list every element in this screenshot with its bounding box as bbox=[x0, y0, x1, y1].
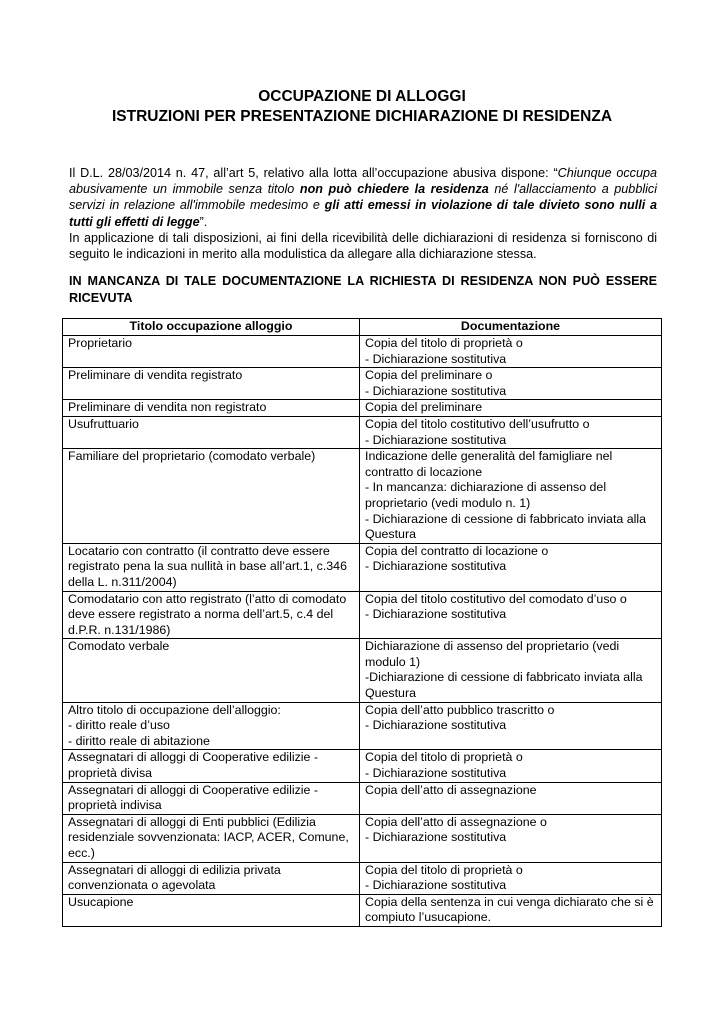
documentation-item: Dichiarazione di assenso del proprietario (vedi modulo 1) bbox=[365, 639, 620, 669]
table-row bbox=[63, 639, 662, 702]
occupation-title: Assegnatari di alloggi di Cooperative edilizie - proprietà indivisa bbox=[68, 782, 319, 813]
documentation-item: - Dichiarazione di cessione di fabbricato inviata alla Questura bbox=[365, 511, 647, 542]
occupation-title: Preliminare di vendita non registrato bbox=[68, 400, 267, 415]
warning-notice: IN MANCANZA DI TALE DOCUMENTAZIONE LA RICHIESTA DI RESIDENZA NON PUÒ ESSERE RICEVUTA bbox=[69, 274, 657, 305]
documentation-cell bbox=[360, 639, 662, 702]
documentation-item: - Dichiarazione sostitutiva bbox=[365, 383, 507, 398]
documentation-item: -Dichiarazione di cessione di fabbricato inviata alla Questura bbox=[365, 670, 643, 701]
documentation-item: Indicazione delle generalità del famigliare nel contratto di locazione bbox=[365, 449, 613, 479]
intro-paragraph-application: In applicazione di tali disposizioni, ai fini della ricevibilità delle dichiarazioni di residenza si forniscono di seguito le indicazioni in merito alla modulistica da allegare alla dichiarazione stessa. bbox=[69, 230, 657, 262]
documentation-cell bbox=[360, 368, 662, 400]
intro-text: ”. bbox=[199, 214, 208, 229]
occupation-title: Usucapione bbox=[68, 894, 134, 909]
documentation-item: - Dichiarazione sostitutiva bbox=[365, 432, 507, 447]
intro-quote-italic: Chiunque occupa abusivamente un immobile senza titolo bbox=[69, 166, 657, 197]
documentation-item: - Dichiarazione sostitutiva bbox=[365, 766, 507, 781]
occupation-title-cell bbox=[63, 639, 360, 702]
documentation-item: Copia del titolo di proprietà o bbox=[365, 862, 523, 877]
intro-quote-bold: gli atti emessi in violazione di tale divieto sono nulli a tutti gli effetti di legge bbox=[69, 198, 657, 229]
occupation-title-cell bbox=[63, 336, 360, 368]
occupation-title-cell bbox=[63, 368, 360, 400]
documentation-cell bbox=[360, 814, 662, 862]
documentation-item: Copia della sentenza in cui venga dichiarato che si è compiuto l’usucapione. bbox=[365, 894, 654, 925]
occupation-title-cell bbox=[63, 400, 360, 417]
occupation-title-cell bbox=[63, 782, 360, 814]
table-row bbox=[63, 400, 662, 417]
occupation-title-cell bbox=[63, 449, 360, 544]
occupation-title: Comodato verbale bbox=[68, 639, 170, 654]
occupation-title: Assegnatari di alloggi di edilizia privata convenzionata o agevolata bbox=[68, 862, 281, 893]
table-row bbox=[63, 750, 662, 782]
documentation-cell bbox=[360, 416, 662, 448]
table-row bbox=[63, 862, 662, 894]
table-row bbox=[63, 368, 662, 400]
table-row bbox=[63, 336, 662, 368]
documentation-cell bbox=[360, 400, 662, 417]
column-header-documentation: Documentazione bbox=[360, 319, 662, 336]
table-row bbox=[63, 449, 662, 544]
occupation-title-cell bbox=[63, 416, 360, 448]
documentation-item: Copia del titolo di proprietà o bbox=[365, 750, 523, 765]
table-row bbox=[63, 814, 662, 862]
table-row bbox=[63, 782, 662, 814]
documentation-item: Copia del titolo costitutivo del comodato d’uso o bbox=[365, 591, 627, 606]
table-row bbox=[63, 543, 662, 591]
documentation-item: Copia dell’atto di assegnazione o bbox=[365, 814, 547, 829]
documentation-item: - In mancanza: dichiarazione di assenso del proprietario (vedi modulo n. 1) bbox=[365, 480, 607, 510]
documentation-cell bbox=[360, 750, 662, 782]
occupation-title: Familiare del proprietario (comodato verbale) bbox=[68, 449, 316, 464]
documentation-item: Copia del titolo di proprietà o bbox=[365, 336, 523, 350]
documentation-cell bbox=[360, 591, 662, 639]
intro-quote-bold: non può chiedere la residenza bbox=[299, 182, 489, 197]
table-body bbox=[63, 336, 662, 927]
documentation-cell bbox=[360, 782, 662, 814]
documentation-item: Copia del titolo costitutivo dell’usufrutto o bbox=[365, 416, 590, 431]
table-row bbox=[63, 894, 662, 926]
documentation-item: - Dichiarazione sostitutiva bbox=[365, 830, 507, 845]
documentation-cell bbox=[360, 336, 662, 368]
documentation-item: Copia del contratto di locazione o bbox=[365, 543, 549, 558]
table-header-row bbox=[63, 319, 662, 336]
documentation-item: - Dichiarazione sostitutiva bbox=[365, 878, 507, 893]
documentation-cell bbox=[360, 862, 662, 894]
documentation-item: - Dichiarazione sostitutiva bbox=[365, 559, 507, 574]
intro-paragraph-law bbox=[69, 165, 657, 230]
occupation-title-cell bbox=[63, 591, 360, 639]
documentation-cell bbox=[360, 702, 662, 750]
documentation-cell bbox=[360, 449, 662, 544]
table-row bbox=[63, 591, 662, 639]
occupation-title: Assegnatari di alloggi di Cooperative edilizie - proprietà divisa bbox=[68, 750, 319, 781]
documentation-cell bbox=[360, 894, 662, 926]
documentation-table bbox=[62, 318, 662, 927]
document-title-line-1: OCCUPAZIONE DI ALLOGGI bbox=[258, 88, 466, 105]
occupation-title: Usufruttuario bbox=[68, 416, 139, 431]
occupation-title-cell bbox=[63, 702, 360, 750]
column-header-title: Titolo occupazione alloggio bbox=[63, 319, 360, 336]
document-title-line-2: ISTRUZIONI PER PRESENTAZIONE DICHIARAZIONE DI RESIDENZA bbox=[111, 108, 613, 125]
occupation-title: Proprietario bbox=[68, 336, 133, 350]
documentation-item: - Dichiarazione sostitutiva bbox=[365, 607, 507, 622]
documentation-item: Copia dell’atto pubblico trascritto o bbox=[365, 702, 555, 717]
occupation-title: Assegnatari di alloggi di Enti pubblici (Edilizia residenziale sovvenzionata: IACP, ACER, Comune, ecc.) bbox=[68, 814, 349, 860]
table-row bbox=[63, 416, 662, 448]
intro-text: Il D.L. 28/03/2014 n. 47, all’art 5, relativo alla lotta all’occupazione abusiva dispone: “ bbox=[69, 166, 558, 180]
occupation-title: Comodatario con atto registrato (l’atto di comodato deve essere registrato a norma dell’art.5, c.4 del d.P.R. n.131/1986) bbox=[68, 591, 347, 637]
documentation-item: Copia del preliminare o bbox=[365, 368, 493, 383]
documentation-item: - Dichiarazione sostitutiva bbox=[365, 351, 507, 366]
documentation-item: Copia dell’atto di assegnazione bbox=[365, 782, 537, 797]
occupation-title-cell bbox=[63, 543, 360, 591]
intro-quote-italic: né l'allacciamento a pubblici servizi in relazione all'immobile medesimo e bbox=[69, 182, 658, 213]
intro-section bbox=[69, 165, 657, 262]
occupation-title: Preliminare di vendita registrato bbox=[68, 368, 243, 383]
occupation-title-cell bbox=[63, 814, 360, 862]
documentation-item: Copia del preliminare bbox=[365, 400, 483, 415]
documentation-cell bbox=[360, 543, 662, 591]
occupation-title: Locatario con contratto (il contratto deve essere registrato pena la sua nullità in base all’art.1, c.346 della L. n.311/2004) bbox=[68, 543, 347, 589]
documentation-item: - Dichiarazione sostitutiva bbox=[365, 718, 507, 733]
occupation-title-cell bbox=[63, 862, 360, 894]
occupation-title-cell bbox=[63, 894, 360, 926]
table-row bbox=[63, 702, 662, 750]
occupation-title-cell bbox=[63, 750, 360, 782]
occupation-title: Altro titolo di occupazione dell’alloggio: - diritto reale d’uso - diritto reale di abitazione bbox=[68, 702, 281, 748]
